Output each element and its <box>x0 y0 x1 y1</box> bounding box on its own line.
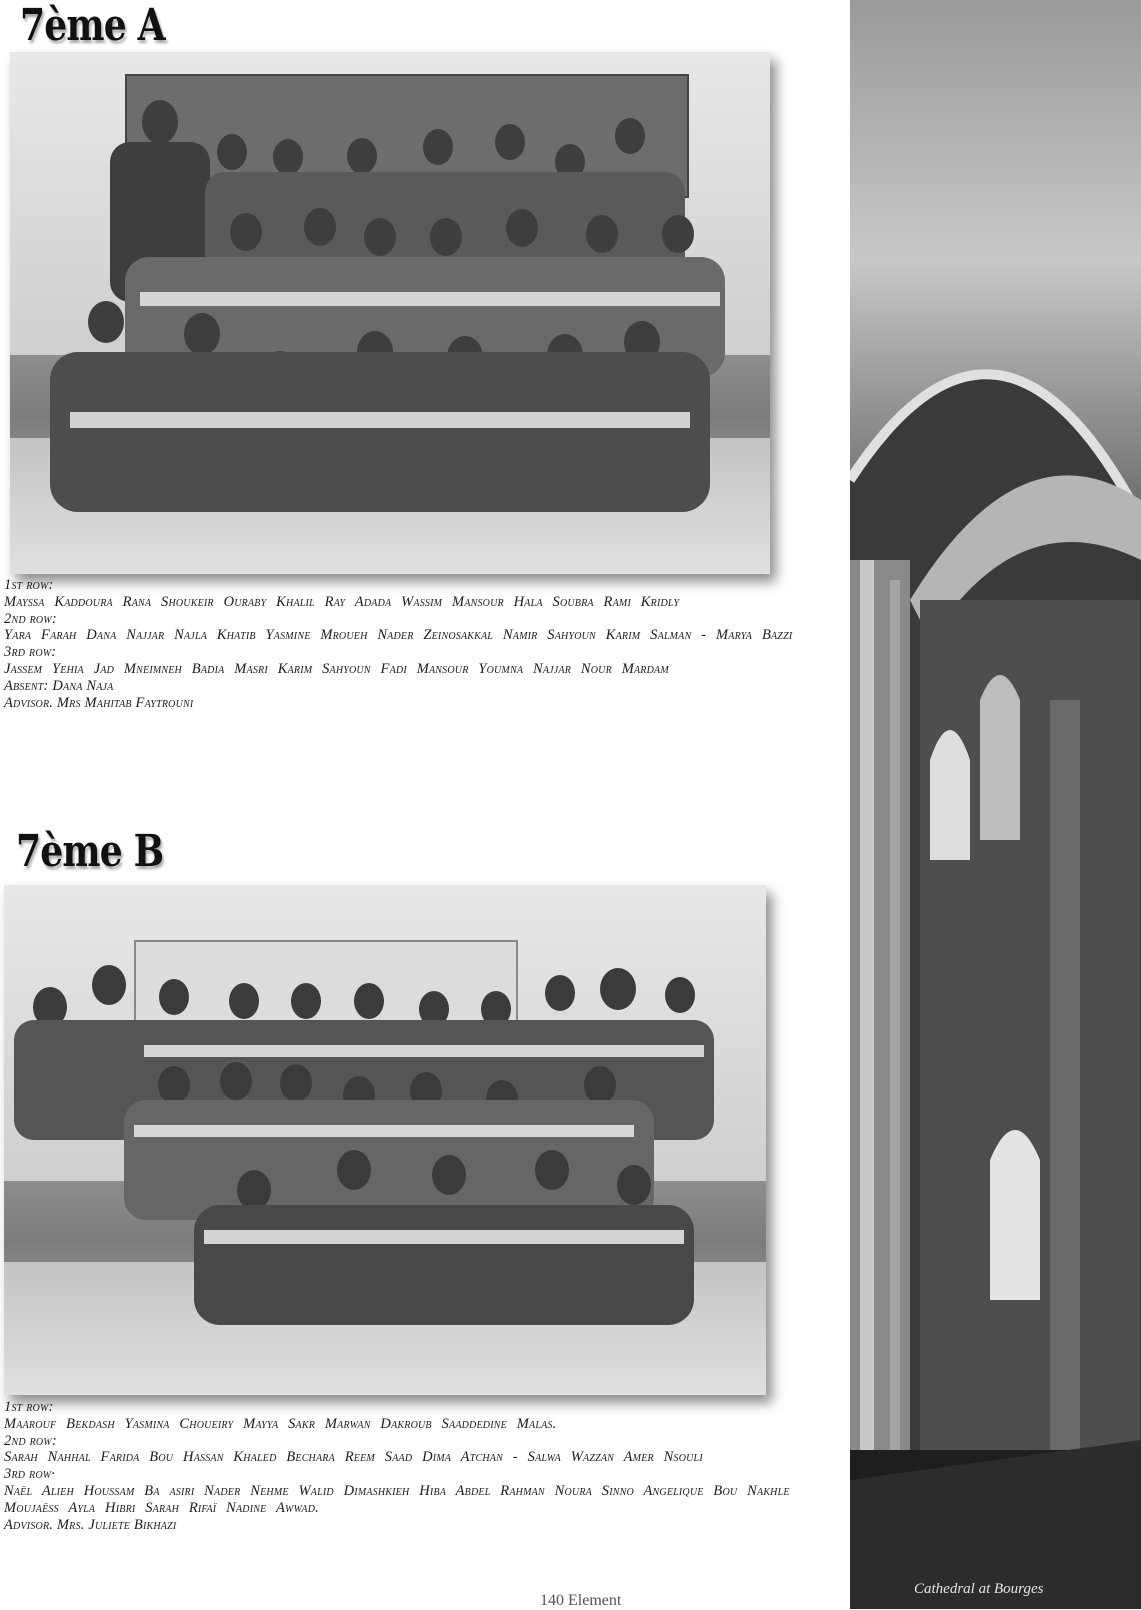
row-names: Jassem Yehia Jad Mneimneh Badia Masri Karim Sahyoun Fadi Mansour Youmna Najjar Nour Mardam <box>4 660 669 677</box>
students-group <box>10 52 770 574</box>
page-footer: 140 Element <box>540 1592 622 1609</box>
row-label: 1st row: <box>4 577 54 593</box>
row-names: Naël Alieh Houssam Ba asiri Nader Nehme Walid Dimashkieh Hiba Abdel Rahman Noura Sinno Angelique Bou Nakhle Moujaëss Ayla Hibri Sarah Rifaï Nadine Awwad. <box>4 1482 790 1516</box>
section-title-7eme-a: 7ème A <box>20 0 165 51</box>
cathedral-caption: Cathedral at Bourges <box>914 1581 1044 1597</box>
row-label: 3rd row· <box>4 1466 56 1483</box>
row-label: 1st row: <box>4 1399 54 1415</box>
absent-line: Absent: Dana Naja <box>4 677 114 694</box>
row-label: 2nd row: <box>4 610 57 627</box>
class-photo-7eme-a <box>10 52 770 574</box>
caption-7eme-b <box>4 1399 844 1533</box>
advisor-line: Advisor. Mrs. Juliete Bikhazi <box>4 1516 177 1533</box>
advisor-line: Advisor. Mrs Mahitab Faytrouni <box>4 694 194 711</box>
row-names: Sarah Nahhal Farida Bou Hassan Khaled Bechara Reem Saad Dima Atchan - Salwa Wazzan Amer Nsouli <box>4 1449 703 1466</box>
class-photo-7eme-b <box>4 885 766 1395</box>
row-names: Maarouf Bekdash Yasmina Choueiry Mayya Sakr Marwan Dakroub Saaddedine Malas. <box>4 1415 557 1432</box>
row-label: 3rd row: <box>4 644 57 661</box>
caption-7eme-a <box>4 577 804 711</box>
section-title-7eme-b: 7ème B <box>16 826 164 877</box>
row-names: Mayssa Kaddoura Rana Shoukeir Ouraby Khalil Ray Adada Wassim Mansour Hala Soubra Rami Kridly <box>4 593 680 610</box>
cathedral-photo <box>850 0 1141 1609</box>
row-label: 2nd row: <box>4 1432 57 1449</box>
students-group <box>4 885 766 1395</box>
row-names: Yara Farah Dana Najjar Najla Khatib Yasmine Mroueh Nader Zeinosakkal Namir Sahyoun Karim Salman - Marya Bazzi <box>4 627 793 644</box>
